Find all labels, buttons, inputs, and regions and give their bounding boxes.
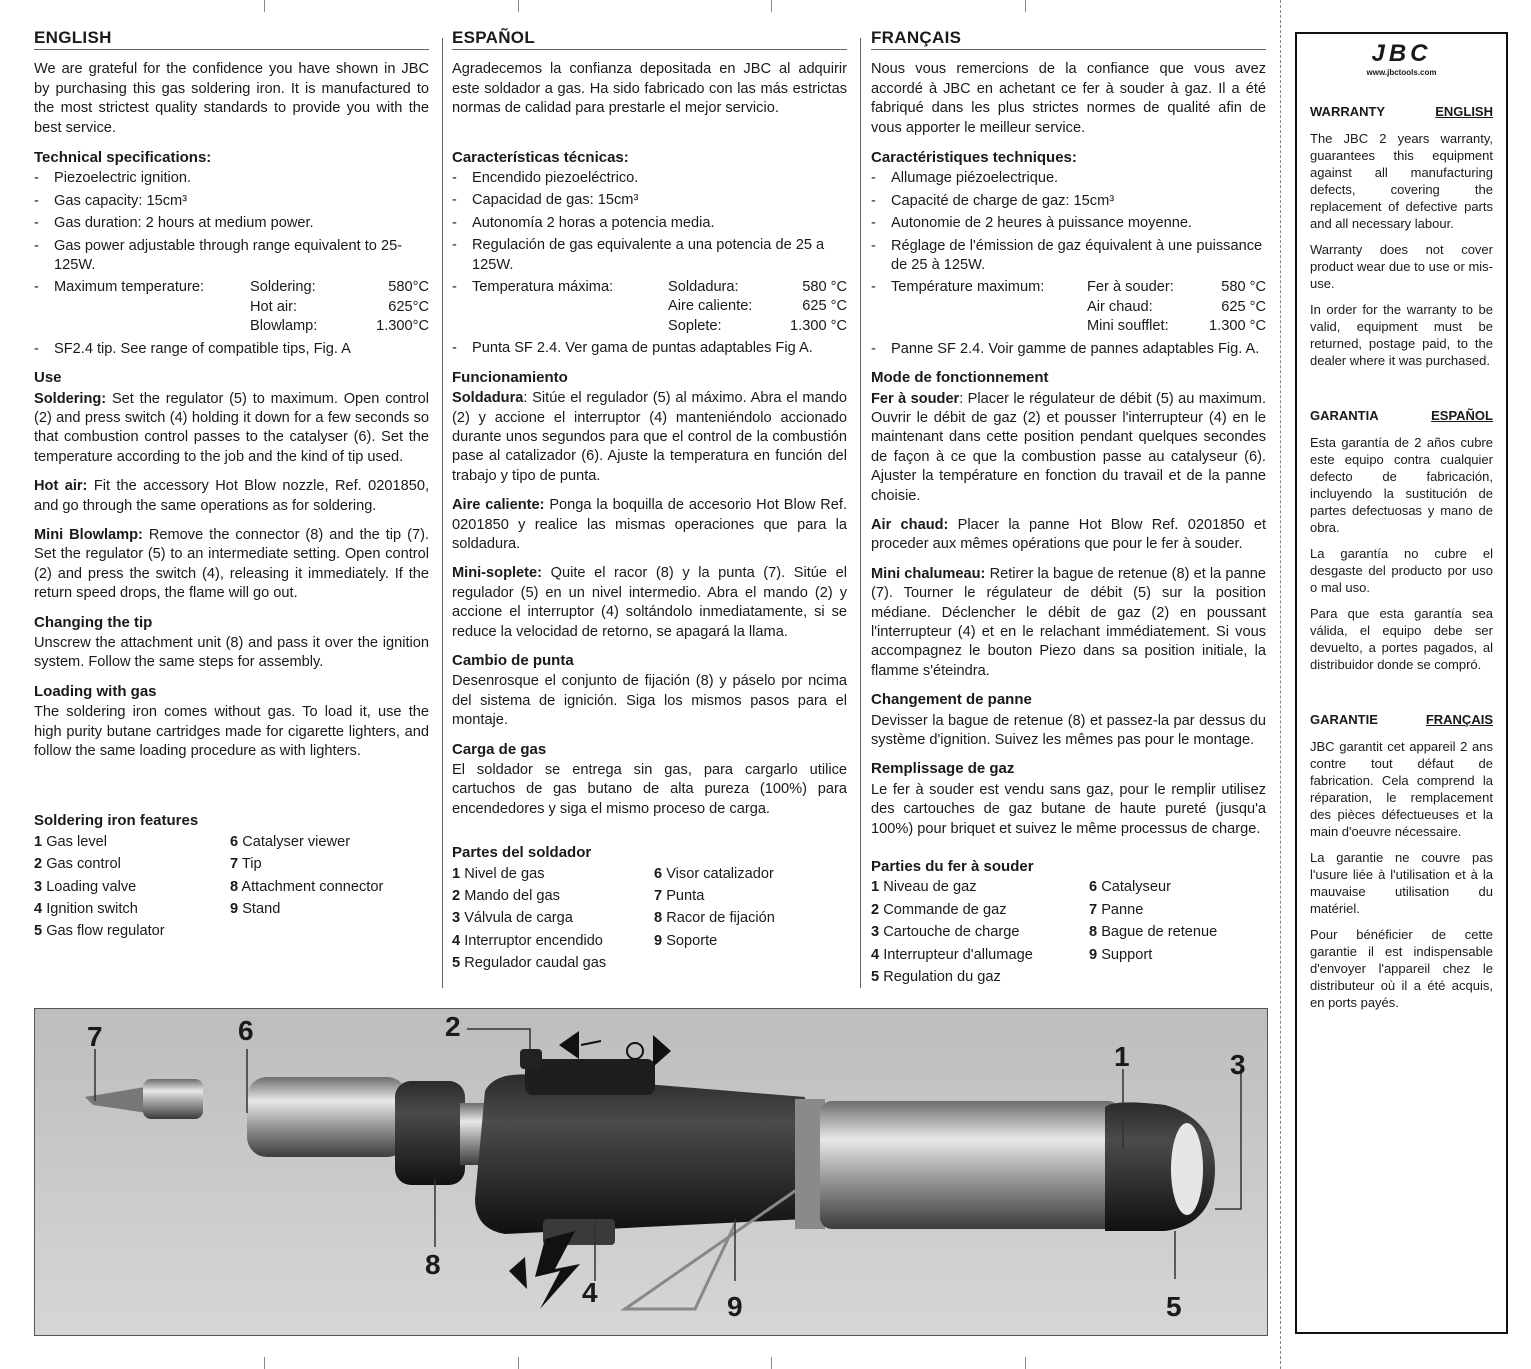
use-title: Funcionamiento (452, 368, 568, 386)
callout-8: 8 (425, 1249, 441, 1280)
soldering-iron-photo (34, 1008, 1268, 1336)
list-item: 9 Support (1089, 946, 1153, 963)
parts-list (452, 865, 847, 977)
callout-6: 6 (238, 1015, 254, 1046)
spec-title: Caractéristiques techniques: (871, 149, 1077, 167)
list-item: 8 Bague de retenue (1089, 924, 1218, 941)
list-item: 5 Gas flow regulator (34, 923, 165, 940)
callout-3: 3 (1230, 1049, 1246, 1080)
list-item: 4 Ignition switch (34, 901, 138, 918)
gas-text: The soldering iron comes without gas. To load it, use the high purity butane cartridges made for cigarette lighters, and follow the same loading procedure as with lighters. (34, 704, 429, 759)
spec-item: - Piezoelectric ignition. (34, 169, 429, 188)
tip-text: Unscrew the attachment unit (8) and pass it over the ignition system. Follow the same steps for assembly. (34, 634, 429, 671)
list-item: 2 Mando del gas (452, 888, 560, 905)
english-column (34, 28, 429, 945)
max-temp-label: - Maximum temperature: (54, 279, 205, 296)
warranty-paragraph: Para que esta garantía sea válida, el equipo debe ser devuelto, a portes pagados, al distribuidor donde se compró. (1310, 606, 1493, 672)
gas-title: Carga de gas (452, 740, 547, 758)
warranty-paragraph: La garantía no cubre el desgaste del producto por uso o mal uso. (1310, 546, 1493, 595)
list-item: 3 Loading valve (34, 878, 137, 895)
intro-paragraph: We are grateful for the confidence you have shown in JBC by purchasing this gas soldering iron. It is manufactured to the most strictest quality standards to provide you with the best service. (34, 61, 429, 136)
warranty-paragraph: In order for the warranty to be valid, equipment must be returned, postage paid, to the dealer where it was purchased. (1310, 302, 1493, 368)
list-item: 1 Niveau de gaz (871, 879, 977, 896)
temp-mode: Soldadura: (668, 279, 739, 296)
list-item: 7 Tip (230, 856, 262, 873)
spec-item: - Autonomía 2 horas a potencia media. (452, 214, 847, 233)
francais-column (871, 28, 1266, 990)
temp-value: 1.300 °C (790, 317, 847, 334)
temp-value: 625 °C (802, 298, 847, 315)
column-heading: ESPAÑOL (452, 28, 847, 50)
soldering-label: Soldering: (34, 390, 107, 407)
callout-5: 5 (1166, 1291, 1182, 1322)
callout-2: 2 (445, 1011, 461, 1042)
gas-text: Le fer à souder est vendu sans gaz, pour le remplir utilisez des cartouches de gaz butane de haute pureté (jusqu'a 100%) pour briquet et suivez le même processus de charge. (871, 781, 1266, 837)
use-title: Mode de fonctionnement (871, 369, 1049, 387)
parts-list (34, 833, 429, 945)
logo-url: www.jbctools.com (1366, 68, 1437, 77)
callout-7: 7 (87, 1021, 103, 1052)
list-item: 6 Catalyser viewer (230, 833, 351, 850)
temp-mode: Soldering: (250, 279, 316, 296)
spec-item: - Gas power adjustable through range equivalent to 25-125W. (34, 237, 429, 276)
soldering-label: Fer à souder (871, 390, 960, 407)
spec-item: - Regulación de gas equivalente a una potencia de 25 a 125W. (452, 236, 847, 275)
spec-item: - Encendido piezoeléctrico. (452, 169, 847, 188)
temp-mode: Fer à souder: (1087, 279, 1174, 296)
parts-title: Parties du fer à souder (871, 858, 1034, 876)
blowlamp-text: Quite el racor (8) y la punta (7). Sitúe el regulador (5) en un nivel intermedio. Abra el mando (2) y accione el interruptor (4) soltándolo inmediatamente, si se reduce la velocidad de retorno, se apagará la llama. (452, 565, 847, 640)
warranty-heading: WARRANTY ENGLISH (1310, 104, 1493, 119)
callout-9: 9 (727, 1291, 743, 1322)
warranty-panel (1295, 32, 1508, 1334)
warranty-paragraph: La garantie ne couvre pas l'usure liée à l'utilisation et à la mauvaise utilisation du matériel. (1310, 850, 1493, 916)
temp-mode: Mini soufflet: (1087, 318, 1169, 335)
temp-value: 580°C (388, 279, 429, 296)
list-item: 8 Racor de fijación (654, 910, 775, 927)
spec-list (34, 169, 429, 359)
gas-title: Loading with gas (34, 682, 157, 700)
temp-value: 625°C (388, 298, 429, 315)
warranty-paragraph: The JBC 2 years warranty, guarantees this equipment against all manufacturing defects, covering the replacement of defective parts and all necessary labour. (1310, 131, 1493, 231)
blowlamp-label: Mini chalumeau: (871, 565, 986, 582)
warranty-paragraph: Warranty does not cover product wear due to use or mis-use. (1310, 242, 1493, 291)
list-item: 1 Gas level (34, 833, 108, 850)
max-temp-item (871, 278, 1266, 336)
gas-title: Remplissage de gaz (871, 760, 1015, 778)
intro-paragraph: Agradecemos la confianza depositada en JBC al adquirir este soldador a gas. Ha sido fabricado con las más estrictas normas de calidad para prestarle el mejor servicio. (452, 61, 847, 117)
list-item: 9 Stand (230, 901, 281, 918)
warranty-paragraph: Esta garantía de 2 años cubre este equipo contra cualquier defecto de fabricación, incluyendo la sustitución de partes defectuosas y mano de obra. (1310, 435, 1493, 535)
warranty-paragraph: JBC garantit cet appareil 2 ans contre tout défaut de fabrication. Cela comprend la réparation, le remplacement des pièces défectueuses et la main d'oeuvre nécessaire. (1310, 739, 1493, 839)
soldering-text: : Sitúe el regulador (5) al máximo. Abra el mando (2) y accione el interruptor (4) manteniéndolo accionado durante unos segundos para que el control de la combustión pase al catalizador (6). Ajuste la temperatura en función del trabajo y tipo de punta. (452, 390, 847, 484)
tip-text: Devisser la bague de retenue (8) et passez-la par dessus du système d'ignition. Suivez les mêmes pas pour le montage. (871, 712, 1266, 748)
hotair-label: Aire caliente: (452, 497, 545, 514)
tip-text: Desenrosque el conjunto de fijación (8) y páselo por ncima del sistema de ignición. Siga los mismos pasos para el montaje. (452, 673, 847, 729)
list-item: 7 Panne (1089, 901, 1144, 918)
list-item: 5 Regulation du gaz (871, 969, 1001, 986)
parts-title: Partes del soldador (452, 844, 592, 862)
spec-item: - Gas capacity: 15cm³ (34, 192, 429, 211)
gas-text: El soldador se entrega sin gas, para cargarlo utilice cartuchos de gas butano de alta pureza (100%) para encendedores y siga el mismo proceso de carga. (452, 762, 847, 817)
temp-mode: Hot air: (250, 298, 298, 315)
spec-item: - Capacité de charge de gaz: 15cm³ (871, 192, 1266, 211)
list-item: 6 Catalyseur (1089, 879, 1171, 896)
use-title: Use (34, 369, 62, 387)
blowlamp-label: Mini Blowlamp: (34, 526, 143, 543)
column-heading: ENGLISH (34, 28, 429, 50)
blowlamp-label: Mini-soplete: (452, 565, 542, 582)
list-item: 5 Regulador caudal gas (452, 955, 607, 972)
tip-title: Changement de panne (871, 691, 1032, 709)
spec-item: - Autonomie de 2 heures à puissance moyenne. (871, 214, 1266, 233)
column-divider (860, 38, 861, 988)
parts-title: Soldering iron features (34, 812, 199, 830)
tip-title: Changing the tip (34, 613, 153, 631)
spec-list (452, 169, 847, 359)
warranty-paragraph: Pour bénéficier de cette garantie il est indispensable d'envoyer l'appareil chez le distributeur où il a été acquis, en ports payés. (1310, 927, 1493, 1010)
list-item: 9 Soporte (654, 932, 718, 949)
hotair-text: Fit the accessory Hot Blow nozzle, Ref. 0201850, and go through the same operations as for soldering. (34, 478, 429, 514)
spec-item: - Gas duration: 2 hours at medium power. (34, 214, 429, 233)
callout-1: 1 (1114, 1041, 1130, 1072)
spec-title: Technical specifications: (34, 149, 212, 167)
parts-list (871, 878, 1266, 990)
temp-value: 1.300°C (376, 318, 429, 335)
max-temp-label: - Temperatura máxima: (472, 279, 614, 296)
spec-item: - Punta SF 2.4. Ver gama de puntas adaptables Fig A. (452, 339, 847, 358)
hotair-label: Hot air: (34, 478, 88, 495)
callout-4: 4 (582, 1277, 598, 1308)
spec-title: Características técnicas: (452, 148, 629, 166)
blowlamp-text: Remove the connector (8) and the tip (7). Set the regulator (5) to an intermediate setting. Open control (2) and press the switch (4), releasing it immediately. If the return speed drops, the flame will go out. (34, 526, 429, 602)
list-item: 6 Visor catalizador (654, 865, 774, 882)
spec-list (871, 169, 1266, 359)
fold-line (1280, 0, 1281, 1369)
temp-value: 625 °C (1221, 298, 1266, 315)
hotair-text: Ponga la boquilla de accesorio Hot Blow Ref. 0201850 y realice las mismas operaciones que para la soldadura. (452, 497, 848, 552)
blowlamp-text: Retirer la bague de retenue (8) et la panne (7). Tourner le régulateur de débit (5) sur la position médiane. Déclencher le débit de gaz (2) en poussant l'interrupteur (4) et en le relachant immédiatement. Si vous accompagnez le bouton Piezo dans sa position initiale, la flamme s'éteindra. (871, 565, 1267, 679)
jbc-logo: JBC www.jbctools.com (1310, 44, 1493, 81)
list-item: 7 Punta (654, 888, 705, 905)
soldering-label: Soldadura (452, 390, 524, 407)
column-heading: FRANÇAIS (871, 28, 1266, 50)
soldering-text: Set the regulator (5) to maximum. Open control (2) and press switch (4) holding it down for a few seconds so that combustion control passes to the catalyser (6). Set the temperature according to the job and the kind of tip used. (34, 390, 429, 465)
temp-mode: Soplete: (668, 317, 722, 334)
spec-item: - Allumage piézoelectrique. (871, 169, 1266, 188)
hotair-text: Placer la panne Hot Blow Ref. 0201850 et proceder aux mêmes opérations que pour le fer à souder. (871, 516, 1266, 553)
intro-paragraph: Nous vous remercions de la confiance que vous avez accordé à JBC en achetant ce fer à souder à gaz. Il a été fabriqué dans les plus strictes normes de qualité afin de vous apporter le meilleur service. (871, 61, 1266, 136)
max-temp-item (34, 278, 429, 336)
list-item: 4 Interruptor encendido (452, 932, 603, 949)
tip-title: Cambio de punta (452, 651, 574, 669)
spec-item: - Réglage de l'émission de gaz équivalent à une puissance de 25 à 125W. (871, 237, 1266, 276)
temp-value: 580 °C (802, 279, 847, 296)
temp-value: 580 °C (1221, 279, 1266, 296)
list-item: 3 Cartouche de charge (871, 924, 1020, 941)
soldering-text: : Placer le régulateur de débit (5) au maximum. Ouvrir le débit de gaz (2) et pousser l'interrupteur (4) en le maintenant dans cette position pendant quelques secondes de façon à ce que la combustion passe au catalyseur (6). Ajuster la température en fonction du travail et de la panne choisie. (871, 390, 1266, 504)
temp-mode: Blowlamp: (250, 318, 318, 335)
list-item: 2 Commande de gaz (871, 901, 1007, 918)
warranty-heading: GARANTIA ESPAÑOL (1310, 408, 1493, 423)
column-divider (442, 38, 443, 988)
spec-item: - Capacidad de gas: 15cm³ (452, 191, 847, 210)
spec-item: - Panne SF 2.4. Voir gamme de pannes adaptables Fig. A. (871, 340, 1266, 359)
list-item: 4 Interrupteur d'allumage (871, 946, 1033, 963)
temp-mode: Air chaud: (1087, 298, 1153, 315)
list-item: 2 Gas control (34, 856, 121, 873)
soldering-iron-illustration (35, 1009, 1267, 1335)
warranty-heading: GARANTIE FRANÇAIS (1310, 712, 1493, 727)
spec-item: - SF2.4 tip. See range of compatible tips, Fig. A (34, 340, 429, 359)
hotair-label: Air chaud: (871, 516, 949, 533)
list-item: 3 Válvula de carga (452, 910, 573, 927)
temp-value: 1.300 °C (1209, 318, 1266, 335)
max-temp-label: - Température maximum: (891, 279, 1045, 296)
list-item: 8 Attachment connector (230, 878, 384, 895)
max-temp-item (452, 278, 847, 336)
espanol-column (452, 28, 847, 977)
list-item: 1 Nivel de gas (452, 865, 545, 882)
temp-mode: Aire caliente: (668, 298, 753, 315)
